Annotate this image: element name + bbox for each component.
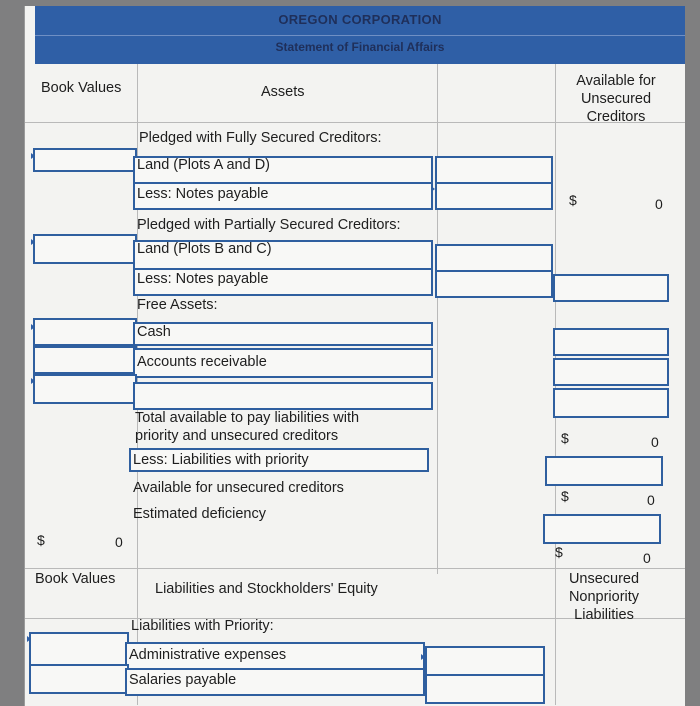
grid-line bbox=[25, 568, 685, 569]
land-bc-label: Land (Plots B and C) bbox=[137, 241, 272, 257]
land-ad-label: Land (Plots A and D) bbox=[137, 157, 270, 173]
available-unsecured-label: Available for unsecured creditors bbox=[133, 480, 344, 496]
extra-available-input[interactable] bbox=[553, 388, 669, 418]
banner-divider bbox=[35, 35, 685, 36]
liabilities-with-priority-label: Liabilities with Priority: bbox=[131, 618, 274, 634]
book-value-admin-input[interactable] bbox=[29, 632, 129, 666]
assets-header: Assets bbox=[261, 84, 305, 100]
pledged-fully-secured-label: Pledged with Fully Secured Creditors: bbox=[139, 130, 382, 146]
available-for-unsecured-header: Available for Unsecured Creditors bbox=[576, 73, 656, 125]
partially-secured-available-input[interactable] bbox=[553, 274, 669, 302]
total-available-label-line2: priority and unsecured creditors bbox=[135, 428, 339, 444]
free-assets-label: Free Assets: bbox=[137, 297, 218, 313]
cash-available-input[interactable] bbox=[553, 328, 669, 356]
grid-line bbox=[437, 64, 438, 574]
extra-label-cell bbox=[133, 382, 433, 410]
liabilities-book-values-header: Book Values bbox=[35, 571, 116, 587]
statement-banner bbox=[35, 6, 685, 64]
pledged-partially-secured-label: Pledged with Partially Secured Creditors: bbox=[137, 217, 401, 233]
accounts-receivable-label: Accounts receivable bbox=[137, 354, 267, 370]
available-unsecured-value: 0 bbox=[647, 492, 655, 508]
book-values-header: Book Values bbox=[41, 80, 122, 96]
book-value-total-value: 0 bbox=[115, 534, 123, 550]
company-title: OREGON CORPORATION bbox=[278, 12, 442, 27]
deficiency-available-value: 0 bbox=[643, 550, 651, 566]
book-value-land-ad-input[interactable] bbox=[33, 148, 137, 172]
currency-symbol: $ bbox=[37, 532, 45, 548]
cash-label-cell bbox=[133, 322, 433, 346]
book-value-salaries-input[interactable] bbox=[29, 664, 129, 694]
currency-symbol: $ bbox=[569, 192, 577, 208]
book-value-cash-input[interactable] bbox=[33, 318, 137, 346]
estimated-deficiency-label: Estimated deficiency bbox=[133, 506, 266, 522]
book-value-extra-input[interactable] bbox=[33, 374, 137, 404]
cash-label: Cash bbox=[137, 324, 171, 340]
total-available-value: 0 bbox=[651, 434, 659, 450]
total-available-label-line1: Total available to pay liabilities with bbox=[135, 410, 360, 426]
land-ad-amount-input[interactable] bbox=[435, 156, 553, 184]
salaries-payable-label: Salaries payable bbox=[129, 672, 237, 688]
book-value-land-bc-input[interactable] bbox=[33, 234, 137, 264]
salaries-amount-input[interactable] bbox=[425, 674, 545, 704]
ar-available-input[interactable] bbox=[553, 358, 669, 386]
less-notes-payable-2-label: Less: Notes payable bbox=[137, 271, 269, 287]
statement-sheet bbox=[24, 6, 685, 706]
liabilities-equity-header: Liabilities and Stockholders' Equity bbox=[155, 581, 378, 597]
less-notes-1-amount-input[interactable] bbox=[435, 182, 553, 210]
less-liabilities-priority-label: Less: Liabilities with priority bbox=[133, 452, 309, 468]
currency-symbol: $ bbox=[555, 544, 563, 560]
less-notes-2-amount-input[interactable] bbox=[435, 270, 553, 298]
currency-symbol: $ bbox=[561, 488, 569, 504]
less-liab-priority-input[interactable] bbox=[545, 456, 663, 486]
book-value-ar-input[interactable] bbox=[33, 346, 137, 374]
land-bc-amount-input[interactable] bbox=[435, 244, 553, 272]
admin-expenses-amount-input[interactable] bbox=[425, 646, 545, 676]
administrative-expenses-label: Administrative expenses bbox=[129, 647, 287, 663]
fully-secured-available-value: 0 bbox=[655, 196, 663, 212]
unsecured-nonpriority-header: Unsecured Nonpriority Liabilities bbox=[568, 571, 640, 623]
less-notes-payable-1-label: Less: Notes payable bbox=[137, 186, 269, 202]
estimated-deficiency-input[interactable] bbox=[543, 514, 661, 544]
currency-symbol: $ bbox=[561, 430, 569, 446]
statement-subtitle: Statement of Financial Affairs bbox=[275, 40, 445, 54]
